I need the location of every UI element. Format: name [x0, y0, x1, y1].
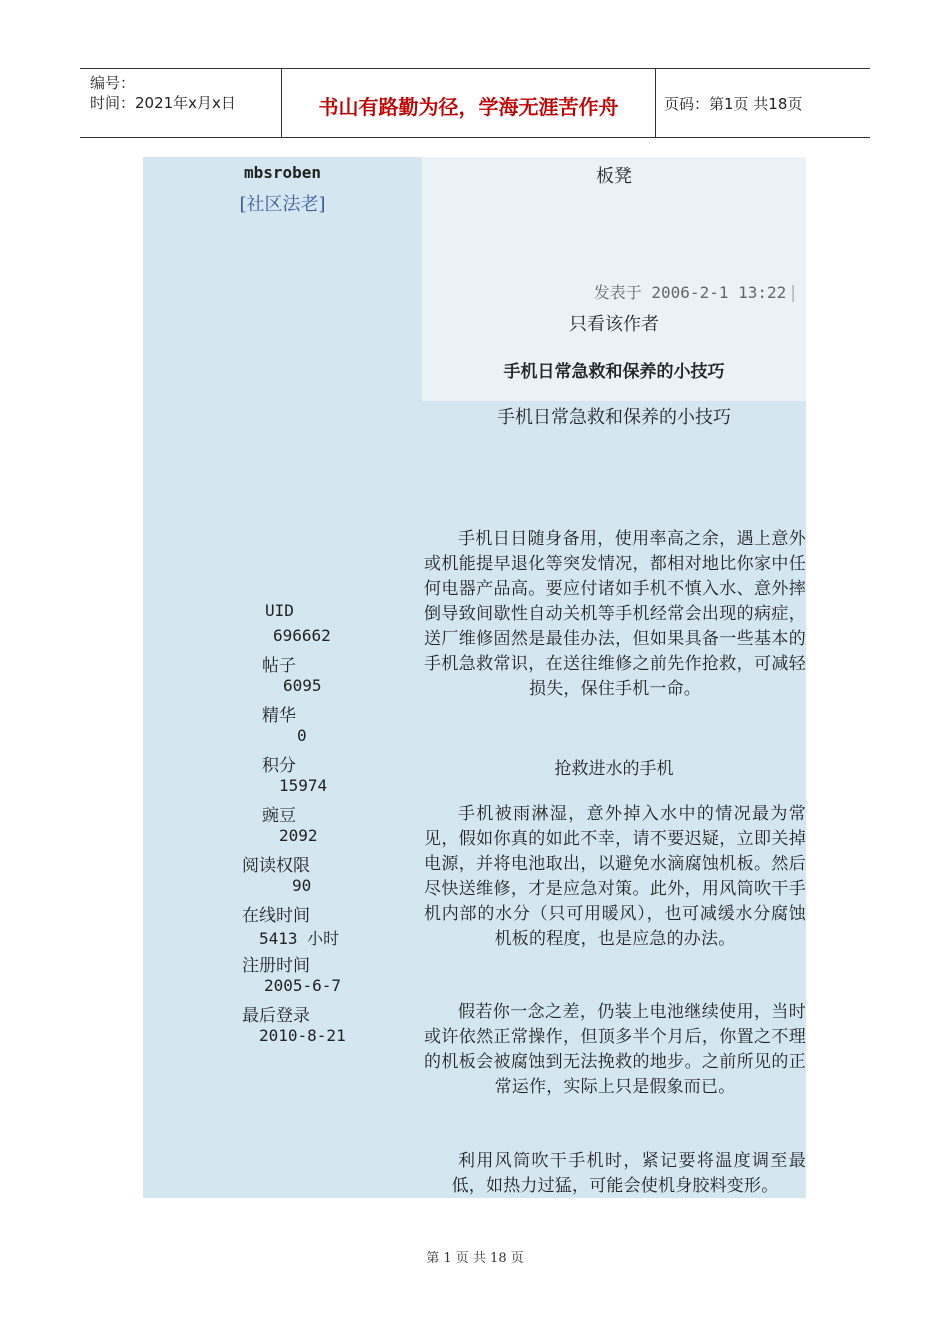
stat-beans-value: 2092	[279, 826, 318, 845]
post-header-box	[422, 157, 806, 401]
doc-date-label: 时间：2021年x月x日	[90, 94, 236, 112]
header-page-code: 页码：第1页 共18页	[664, 95, 803, 113]
author-usergroup: [社区法老]	[239, 194, 326, 215]
header-motto: 书山有路勤为径，学海无涯苦作舟	[318, 95, 619, 119]
stat-readperm-value: 90	[292, 876, 312, 895]
post-timestamp-separator: |	[790, 283, 796, 303]
stat-beans-label: 豌豆	[262, 806, 296, 826]
document-header	[80, 68, 870, 138]
post-title: 手机日常急救和保养的小技巧	[503, 362, 725, 382]
header-motto-cell	[281, 69, 656, 137]
stat-points-label: 积分	[262, 756, 296, 776]
post-paragraph: 假若你一念之差，仍装上电池继续使用，当时或许依然正常操作，但顶多半个月后，你置之不理的机板会被腐蚀到无法挽救的地步。之前所见的正常运作，实际上只是假象而已。	[424, 1002, 806, 1097]
stat-online-label: 在线时间	[242, 906, 310, 926]
post-paragraph: 利用风筒吹干手机时，紧记要将温度调至最低，如热力过猛，可能会使机身胶料变形。	[451, 1151, 806, 1196]
doc-number-label: 编号：	[90, 74, 136, 92]
stat-reg-label: 注册时间	[242, 956, 310, 976]
stat-digest-label: 精华	[262, 706, 296, 726]
only-author-link[interactable]: 只看该作者	[569, 314, 659, 335]
stat-last-label: 最后登录	[242, 1006, 310, 1026]
post-author-panel	[143, 157, 422, 1198]
post-subject: 板凳	[596, 166, 632, 187]
header-page-cell	[655, 69, 870, 137]
author-username[interactable]: mbsroben	[243, 163, 322, 182]
stat-posts-value: 6095	[283, 676, 322, 695]
stat-uid-value: 696662	[273, 626, 331, 645]
stat-readperm-label: 阅读权限	[242, 856, 310, 876]
stat-uid-label: UID	[265, 601, 294, 620]
page-footer: 第 1 页 共 18 页	[426, 1251, 524, 1266]
stat-digest-value: 0	[297, 726, 307, 745]
post-content-panel	[422, 157, 806, 1198]
stat-posts-label: 帖子	[262, 656, 296, 676]
post-subheading: 抢救进水的手机	[554, 759, 674, 779]
stat-last-value: 2010-8-21	[259, 1026, 346, 1045]
stat-online-value: 5413 小时	[259, 929, 340, 948]
post-paragraph: 手机被雨淋湿，意外掉入水中的情况最为常见，假如你真的如此不幸，请不要迟疑，立即关掉电源，并将电池取出，以避免水滴腐蚀机板。然后尽快送维修，才是应急对策。此外，用风筒吹干手机内部的水分（只可用暖风），也可减缓水分腐蚀机板的程度，也是应急的办法。	[424, 804, 806, 949]
post-paragraph: 手机日日随身备用，使用率高之余，遇上意外或机能提早退化等突发情况，都相对地比你家中任何电器产品高。要应付诸如手机不慎入水、意外摔倒导致间歇性自动关机等手机经常会出现的病症，送厂维修固然是最佳办法，但如果具备一些基本的手机急救常识，在送往维修之前先作抢救，可减轻损失，保住手机一命。	[424, 529, 806, 699]
post-timestamp-text: 发表于 2006-2-1 13:22	[593, 283, 787, 302]
header-meta-cell	[80, 69, 281, 137]
post-body-title: 手机日常急救和保养的小技巧	[497, 407, 731, 428]
stat-points-value: 15974	[279, 776, 328, 795]
stat-reg-value: 2005-6-7	[264, 976, 342, 995]
post-timestamp	[594, 280, 796, 303]
